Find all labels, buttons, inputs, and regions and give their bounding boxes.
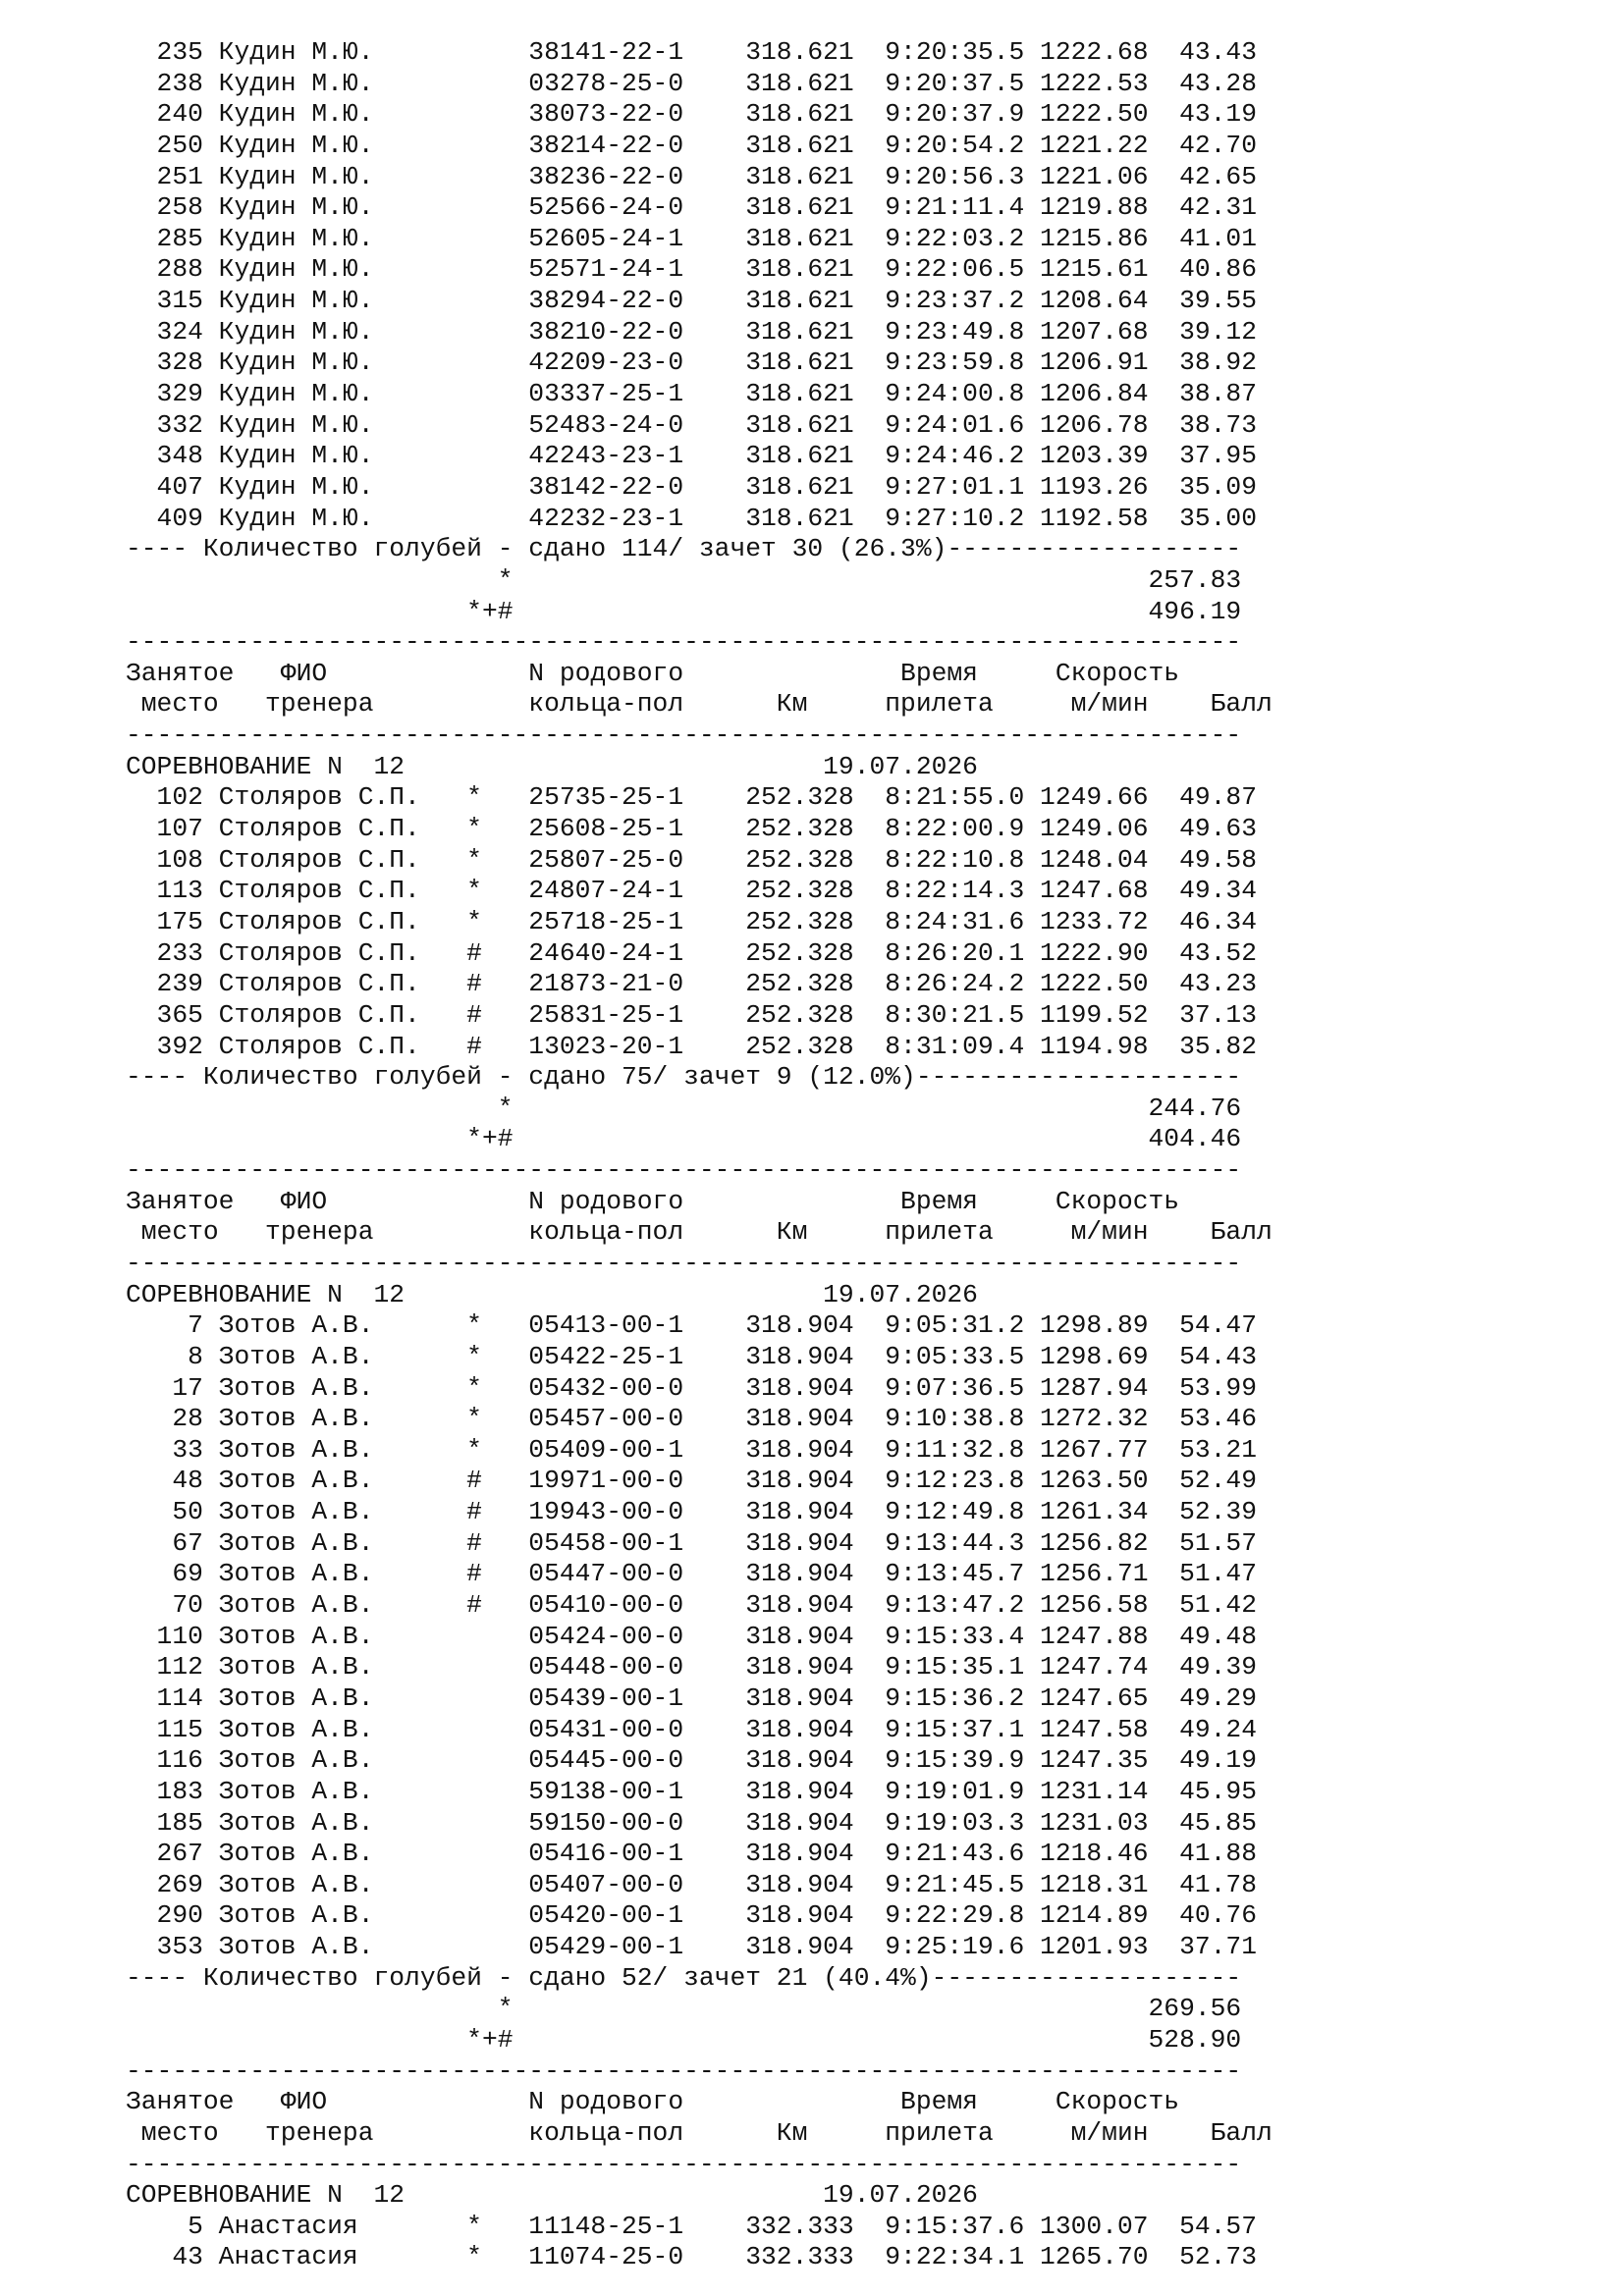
report-line: 235 Кудин М.Ю. 38141-22-1 318.621 9:20:35.5 1222.68 43.43: [126, 37, 1257, 67]
report-line: 67 Зотов А.В. # 05458-00-1 318.904 9:13:44.3 1256.82 51.57: [126, 1527, 1257, 1558]
report-line: 267 Зотов А.В. 05416-00-1 318.904 9:21:43.6 1218.46 41.88: [126, 1839, 1257, 1869]
report-line: ---- Количество голубей - сдано 75/ зачет 9 (12.0%)---------------------: [126, 1062, 1242, 1093]
report-line: СОРЕВНОВАНИЕ N 12 19.07.2026: [126, 1279, 978, 1309]
report-line: 238 Кудин М.Ю. 03278-25-0 318.621 9:20:37.5 1222.53 43.28: [126, 68, 1257, 98]
report-line: ------------------------------------------------------------------------: [126, 2149, 1242, 2179]
report-line: 288 Кудин М.Ю. 52571-24-1 318.621 9:22:06.5 1215.61 40.86: [126, 254, 1257, 285]
report-line: 108 Столяров С.П. * 25807-25-0 252.328 8:22:10.8 1248.04 49.58: [126, 844, 1257, 875]
report-line: 185 Зотов А.В. 59150-00-0 318.904 9:19:03.3 1231.03 45.85: [126, 1807, 1257, 1838]
report-line: СОРЕВНОВАНИЕ N 12 19.07.2026: [126, 751, 978, 781]
report-line: 114 Зотов А.В. 05439-00-1 318.904 9:15:36.2 1247.65 49.29: [126, 1682, 1257, 1713]
report-line: *+# 404.46: [126, 1124, 1242, 1154]
report-line: 33 Зотов А.В. * 05409-00-1 318.904 9:11:32.8 1267.77 53.21: [126, 1434, 1257, 1465]
report-line: 353 Зотов А.В. 05429-00-1 318.904 9:25:19.6 1201.93 37.71: [126, 1932, 1257, 1962]
report-line: 392 Столяров С.П. # 13023-20-1 252.328 8:31:09.4 1194.98 35.82: [126, 1031, 1257, 1061]
report-line: ------------------------------------------------------------------------: [126, 1155, 1242, 1186]
report-line: ------------------------------------------------------------------------: [126, 627, 1242, 658]
report-line: 102 Столяров С.П. * 25735-25-1 252.328 8:21:55.0 1249.66 49.87: [126, 782, 1257, 813]
report-line: 250 Кудин М.Ю. 38214-22-0 318.621 9:20:54.2 1221.22 42.70: [126, 130, 1257, 160]
report-line: 290 Зотов А.В. 05420-00-1 318.904 9:22:29.8 1214.89 40.76: [126, 1900, 1257, 1931]
report-line: 240 Кудин М.Ю. 38073-22-0 318.621 9:20:37.9 1222.50 43.19: [126, 99, 1257, 130]
report-line: 28 Зотов А.В. * 05457-00-0 318.904 9:10:38.8 1272.32 53.46: [126, 1404, 1257, 1434]
report-line: Занятое ФИО N родового Время Скорость: [126, 658, 1180, 688]
report-line: 285 Кудин М.Ю. 52605-24-1 318.621 9:22:03.2 1215.86 41.01: [126, 223, 1257, 253]
report-line: 50 Зотов А.В. # 19943-00-0 318.904 9:12:49.8 1261.34 52.39: [126, 1497, 1257, 1527]
report-line: 324 Кудин М.Ю. 38210-22-0 318.621 9:23:49.8 1207.68 39.12: [126, 316, 1257, 347]
report-line: 365 Столяров С.П. # 25831-25-1 252.328 8:30:21.5 1199.52 37.13: [126, 999, 1257, 1030]
report-line: ------------------------------------------------------------------------: [126, 1248, 1242, 1278]
report-line: 116 Зотов А.В. 05445-00-0 318.904 9:15:39.9 1247.35 49.19: [126, 1745, 1257, 1776]
report-line: 113 Столяров С.П. * 24807-24-1 252.328 8:22:14.3 1247.68 49.34: [126, 876, 1257, 906]
report-line: 8 Зотов А.В. * 05422-25-1 318.904 9:05:33.5 1298.69 54.43: [126, 1341, 1257, 1371]
report-line: * 257.83: [126, 564, 1242, 595]
report-line: 332 Кудин М.Ю. 52483-24-0 318.621 9:24:01.6 1206.78 38.73: [126, 409, 1257, 440]
report-line: ------------------------------------------------------------------------: [126, 721, 1242, 751]
report-line: 328 Кудин М.Ю. 42209-23-0 318.621 9:23:59.8 1206.91 38.92: [126, 347, 1257, 378]
report-line: ------------------------------------------------------------------------: [126, 2056, 1242, 2086]
report-line: ---- Количество голубей - сдано 52/ зачет 21 (40.4%)--------------------: [126, 1962, 1242, 1993]
report-line: ---- Количество голубей - сдано 114/ зачет 30 (26.3%)-------------------: [126, 534, 1242, 564]
report-line: 269 Зотов А.В. 05407-00-0 318.904 9:21:45.5 1218.31 41.78: [126, 1869, 1257, 1899]
report-line: 183 Зотов А.В. 59138-00-1 318.904 9:19:01.9 1231.14 45.95: [126, 1776, 1257, 1806]
report-line: 112 Зотов А.В. 05448-00-0 318.904 9:15:35.1 1247.74 49.39: [126, 1652, 1257, 1682]
report-line: 107 Столяров С.П. * 25608-25-1 252.328 8:22:00.9 1249.06 49.63: [126, 814, 1257, 844]
results-report: [126, 37, 1272, 2273]
report-line: 407 Кудин М.Ю. 38142-22-0 318.621 9:27:01.1 1193.26 35.09: [126, 471, 1257, 502]
report-line: место тренера кольца-пол Км прилета м/мин Балл: [126, 1217, 1272, 1248]
report-line: Занятое ФИО N родового Время Скорость: [126, 1186, 1180, 1216]
report-line: * 244.76: [126, 1093, 1242, 1123]
report-line: 69 Зотов А.В. # 05447-00-0 318.904 9:13:45.7 1256.71 51.47: [126, 1559, 1257, 1589]
report-line: 110 Зотов А.В. 05424-00-0 318.904 9:15:33.4 1247.88 49.48: [126, 1621, 1257, 1651]
report-line: место тренера кольца-пол Км прилета м/мин Балл: [126, 2117, 1272, 2148]
report-line: 7 Зотов А.В. * 05413-00-1 318.904 9:05:31.2 1298.89 54.47: [126, 1310, 1257, 1341]
report-line: 48 Зотов А.В. # 19971-00-0 318.904 9:12:23.8 1263.50 52.49: [126, 1466, 1257, 1496]
report-line: 115 Зотов А.В. 05431-00-0 318.904 9:15:37.1 1247.58 49.24: [126, 1714, 1257, 1744]
report-line: 17 Зотов А.В. * 05432-00-0 318.904 9:07:36.5 1287.94 53.99: [126, 1372, 1257, 1403]
report-line: СОРЕВНОВАНИЕ N 12 19.07.2026: [126, 2180, 978, 2211]
report-line: место тренера кольца-пол Км прилета м/мин Балл: [126, 689, 1272, 720]
report-line: 175 Столяров С.П. * 25718-25-1 252.328 8:24:31.6 1233.72 46.34: [126, 906, 1257, 936]
report-line: 409 Кудин М.Ю. 42232-23-1 318.621 9:27:10.2 1192.58 35.00: [126, 503, 1257, 533]
report-line: * 269.56: [126, 1994, 1242, 2024]
report-line: 233 Столяров С.П. # 24640-24-1 252.328 8:26:20.1 1222.90 43.52: [126, 937, 1257, 968]
report-line: 258 Кудин М.Ю. 52566-24-0 318.621 9:21:11.4 1219.88 42.31: [126, 192, 1257, 223]
report-line: Занятое ФИО N родового Время Скорость: [126, 2087, 1180, 2117]
report-line: 239 Столяров С.П. # 21873-21-0 252.328 8:26:24.2 1222.50 43.23: [126, 969, 1257, 999]
report-line: 70 Зотов А.В. # 05410-00-0 318.904 9:13:47.2 1256.58 51.42: [126, 1590, 1257, 1621]
report-line: 315 Кудин М.Ю. 38294-22-0 318.621 9:23:37.2 1208.64 39.55: [126, 286, 1257, 316]
report-line: *+# 528.90: [126, 2025, 1242, 2055]
report-line: 43 Анастасия * 11074-25-0 332.333 9:22:34.1 1265.70 52.73: [126, 2242, 1257, 2272]
report-line: 329 Кудин М.Ю. 03337-25-1 318.621 9:24:00.8 1206.84 38.87: [126, 379, 1257, 409]
report-line: 348 Кудин М.Ю. 42243-23-1 318.621 9:24:46.2 1203.39 37.95: [126, 441, 1257, 471]
report-line: 5 Анастасия * 11148-25-1 332.333 9:15:37.6 1300.07 54.57: [126, 2211, 1257, 2241]
report-line: 251 Кудин М.Ю. 38236-22-0 318.621 9:20:56.3 1221.06 42.65: [126, 161, 1257, 191]
report-line: *+# 496.19: [126, 596, 1242, 626]
